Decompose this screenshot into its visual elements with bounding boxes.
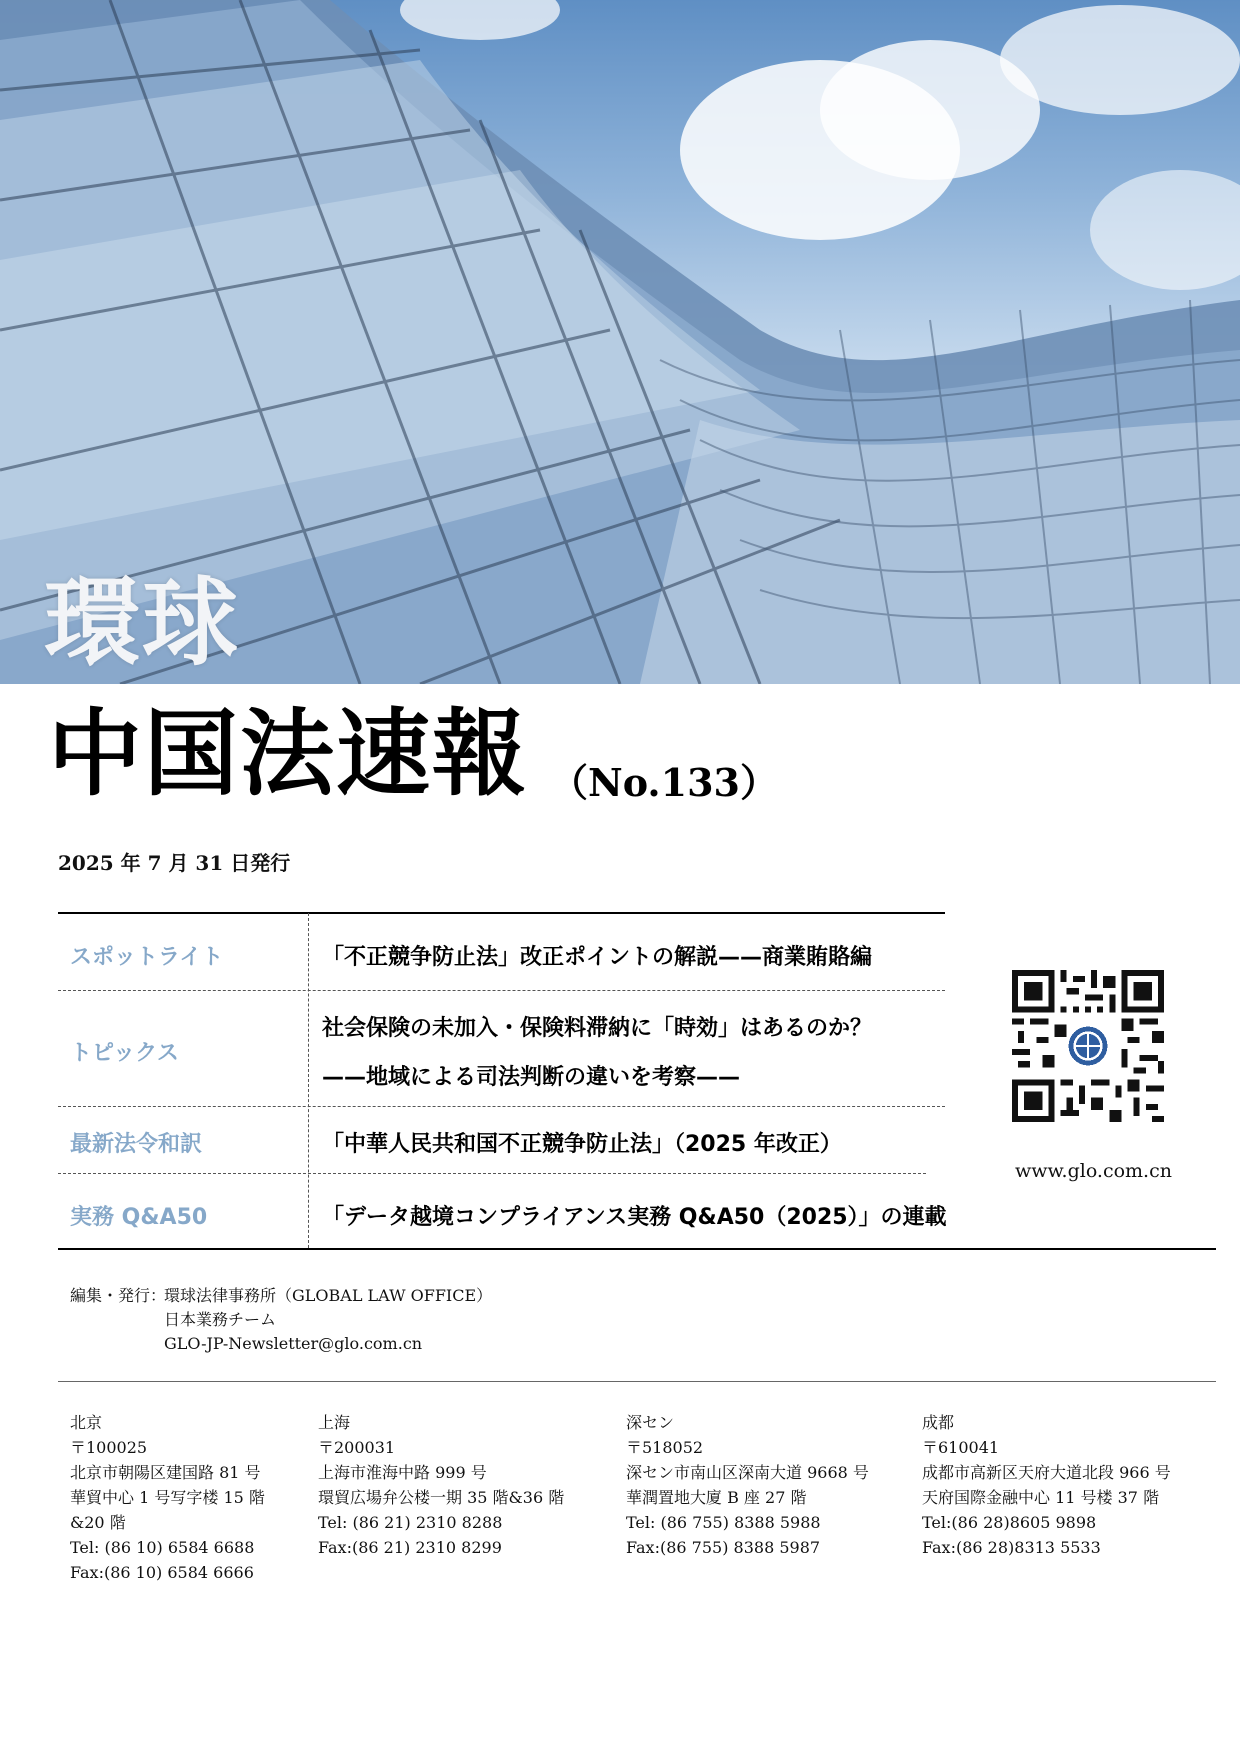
office-address: 北京市朝陽区建国路 81 号 bbox=[70, 1463, 261, 1482]
newsletter-title: 中国法速報 bbox=[48, 700, 529, 809]
address-divider bbox=[58, 1381, 1216, 1382]
office-address: 成都市高新区天府大道北段 966 号 bbox=[922, 1463, 1171, 1482]
office-fax: Fax:(86 755) 8388 5987 bbox=[626, 1538, 821, 1557]
office-fax: Fax:(86 21) 2310 8299 bbox=[318, 1538, 502, 1557]
office-tel: Tel: (86 21) 2310 8288 bbox=[318, 1513, 503, 1532]
office-postcode: 〒200031 bbox=[318, 1438, 396, 1457]
office-tel: Tel: (86 755) 8388 5988 bbox=[626, 1513, 821, 1532]
office-address: 天府国際金融中心 11 号楼 37 階 bbox=[922, 1488, 1160, 1507]
publisher-name: 環球法律事務所（GLOBAL LAW OFFICE） bbox=[164, 1286, 493, 1305]
office-tel: Tel: (86 10) 6584 6688 bbox=[70, 1538, 255, 1557]
toc-divider bbox=[58, 990, 945, 991]
toc-label-qa: 実務 Q&A50 bbox=[70, 1205, 208, 1230]
toc-item-spotlight[interactable]: 「不正競争防止法」改正ポイントの解説——商業賄賂編 bbox=[322, 945, 873, 970]
qr-code[interactable] bbox=[1012, 970, 1164, 1122]
editorial-label: 編集・発行： bbox=[70, 1286, 167, 1305]
brand-kanji: 環球 bbox=[44, 567, 240, 679]
toc-divider bbox=[58, 1173, 926, 1174]
office-address: 華潤置地大廈 B 座 27 階 bbox=[626, 1488, 807, 1507]
office-city: 上海 bbox=[318, 1413, 351, 1432]
office-address: 華貿中心 1 号写字楼 15 階 bbox=[70, 1488, 265, 1507]
office-city: 深セン bbox=[626, 1413, 675, 1432]
toc-bottom-rule bbox=[58, 1248, 1216, 1250]
toc-label-topics: トピックス bbox=[70, 1041, 179, 1066]
toc-item-topics[interactable]: 社会保険の未加入・保険料滞納に「時効」はあるのか？ bbox=[322, 1016, 873, 1041]
issue-date: 2025 年 7 月 31 日発行 bbox=[58, 851, 291, 875]
toc-item-topics-subtitle[interactable]: ——地域による司法判断の違いを考察—— bbox=[322, 1065, 741, 1090]
toc-item-translation[interactable]: 「中華人民共和国不正競争防止法」（2025 年改正） bbox=[322, 1132, 842, 1157]
office-postcode: 〒610041 bbox=[922, 1438, 1000, 1457]
cover-photo bbox=[0, 0, 1240, 684]
office-address: 環貿広場弁公楼一期 35 階&36 階 bbox=[318, 1488, 565, 1507]
toc-column-divider bbox=[308, 913, 309, 1248]
office-fax: Fax:(86 10) 6584 6666 bbox=[70, 1563, 254, 1582]
office-chengdu bbox=[922, 1410, 1171, 1560]
office-shenzhen bbox=[626, 1410, 869, 1560]
office-shanghai bbox=[318, 1410, 564, 1560]
toc-item-qa[interactable]: 「データ越境コンプライアンス実務 Q&A50（2025）」の連載 bbox=[322, 1205, 947, 1230]
publisher-team: 日本業務チーム bbox=[164, 1310, 277, 1329]
office-city: 北京 bbox=[70, 1413, 103, 1432]
office-beijing bbox=[70, 1410, 265, 1585]
publisher-email[interactable]: GLO-JP-Newsletter@glo.com.cn bbox=[164, 1334, 423, 1353]
toc-divider bbox=[58, 1106, 945, 1107]
website-url[interactable]: www.glo.com.cn bbox=[1015, 1160, 1172, 1182]
office-postcode: 〒518052 bbox=[626, 1438, 704, 1457]
office-tel: Tel:(86 28)8605 9898 bbox=[922, 1513, 1097, 1532]
office-address: 上海市淮海中路 999 号 bbox=[318, 1463, 487, 1482]
office-postcode: 〒100025 bbox=[70, 1438, 148, 1457]
toc-top-rule bbox=[58, 912, 945, 914]
office-city: 成都 bbox=[922, 1413, 955, 1432]
office-address: &20 階 bbox=[70, 1513, 126, 1532]
office-fax: Fax:(86 28)8313 5533 bbox=[922, 1538, 1101, 1557]
issue-number: （No.133） bbox=[550, 760, 778, 805]
office-address: 深セン市南山区深南大道 9668 号 bbox=[626, 1463, 869, 1482]
toc-label-spotlight: スポットライト bbox=[70, 945, 224, 970]
toc-label-translation: 最新法令和訳 bbox=[70, 1132, 203, 1157]
